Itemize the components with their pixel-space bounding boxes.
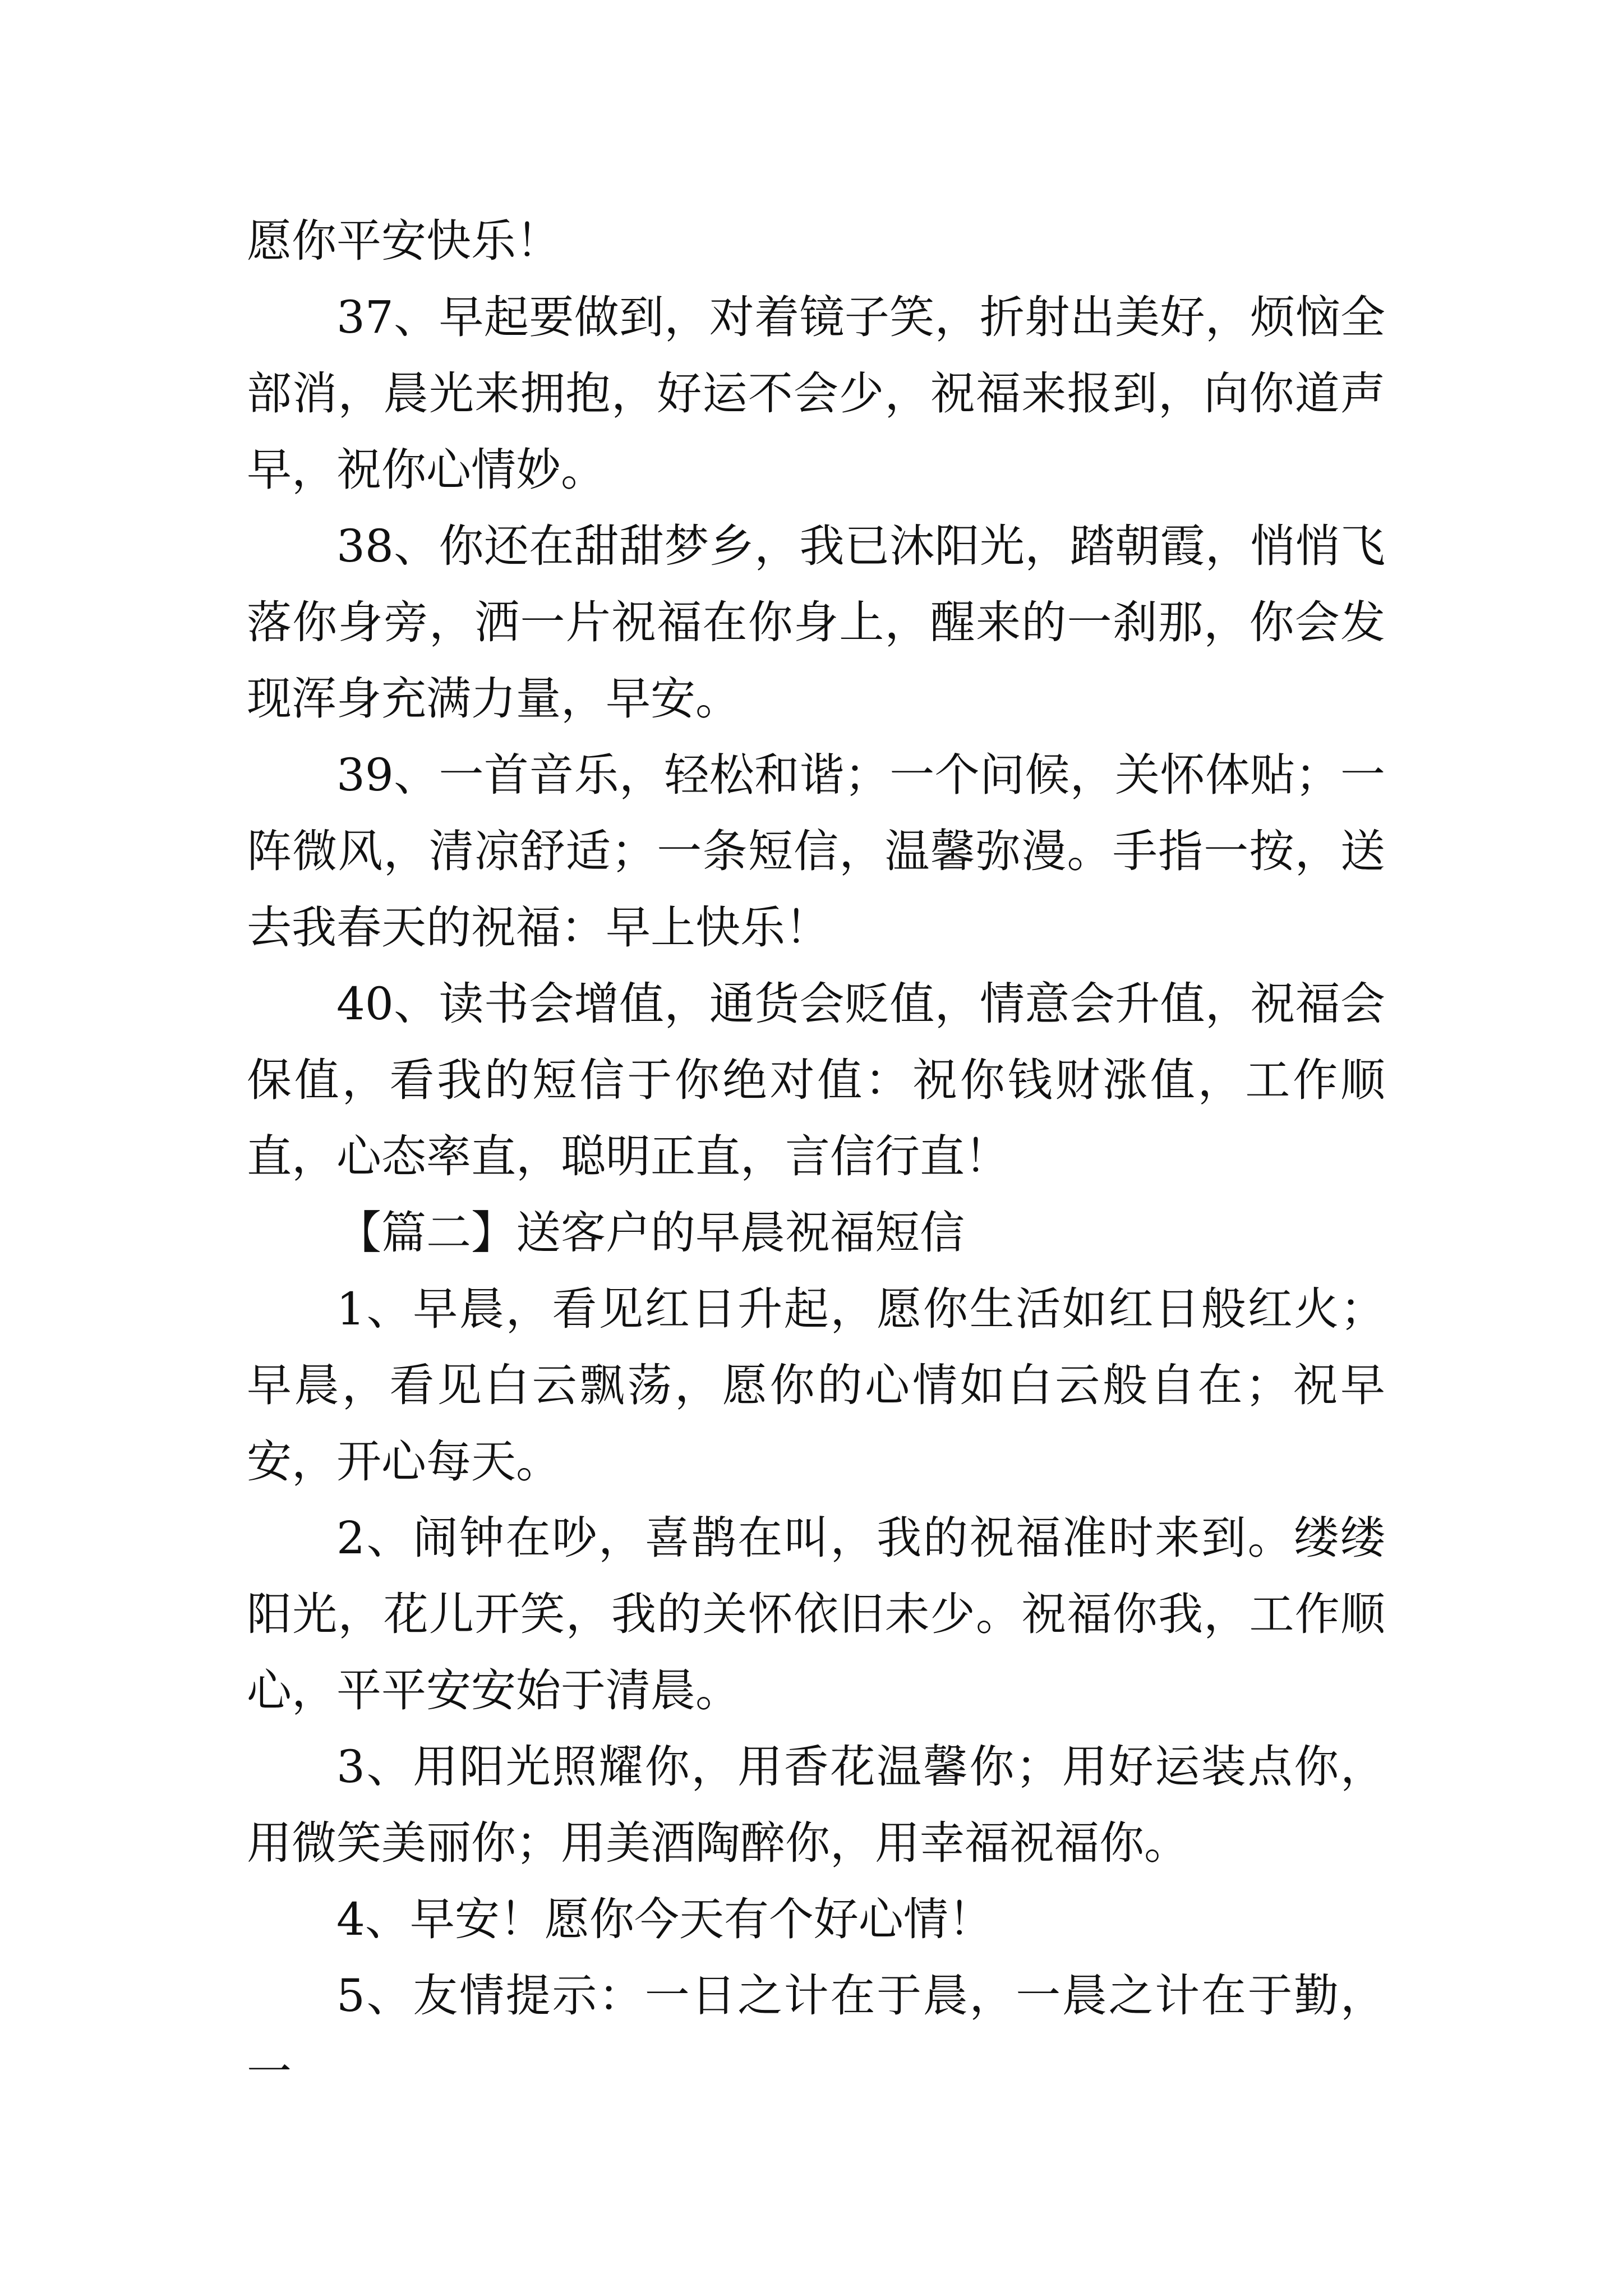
paragraph-item-1: 1、早晨，看见红日升起，愿你生活如红日般红火；早晨，看见白云飘荡，愿你的心情如白云般自在；祝早安，开心每天。 bbox=[247, 1283, 1385, 1488]
paragraph-item-38: 38、你还在甜甜梦乡，我已沐阳光，踏朝霞，悄悄飞落你身旁，洒一片祝福在你身上，醒来的一刹那，你会发现浑身充满力量，早安。 bbox=[247, 520, 1385, 725]
paragraph-item-37: 37、早起要做到，对着镜子笑，折射出美好，烦恼全部消，晨光来拥抱，好运不会少，祝福来报到，向你道声早，祝你心情妙。 bbox=[247, 291, 1385, 496]
paragraph-item-39: 39、一首音乐，轻松和谐；一个问候，关怀体贴；一阵微风，清凉舒适；一条短信，温馨弥漫。手指一按，送去我春天的祝福：早上快乐！ bbox=[247, 749, 1385, 954]
paragraph-item-2: 2、闹钟在吵，喜鹊在叫，我的祝福准时来到。缕缕阳光，花儿开笑，我的关怀依旧未少。祝福你我，工作顺心，平平安安始于清晨。 bbox=[247, 1512, 1385, 1717]
paragraph-item-4: 4、早安！愿你今天有个好心情！ bbox=[336, 1893, 993, 1945]
paragraph-item-40: 40、读书会增值，通货会贬值，情意会升值，祝福会保值，看我的短信于你绝对值：祝你钱财涨值，工作顺直，心态率直，聪明正直，言信行直！ bbox=[247, 978, 1385, 1182]
paragraph-continuation: 愿你平安快乐！ bbox=[247, 215, 561, 267]
paragraph-item-3: 3、用阳光照耀你，用香花温馨你；用好运装点你，用微笑美丽你；用美酒陶醉你，用幸福祝福你。 bbox=[247, 1741, 1385, 1869]
paragraph-item-5: 5、友情提示：一日之计在于晨，一晨之计在于勤，一 bbox=[247, 1970, 1385, 2098]
section-heading: 【篇二】送客户的早晨祝福短信 bbox=[336, 1207, 965, 1259]
document-body bbox=[247, 203, 1385, 2110]
